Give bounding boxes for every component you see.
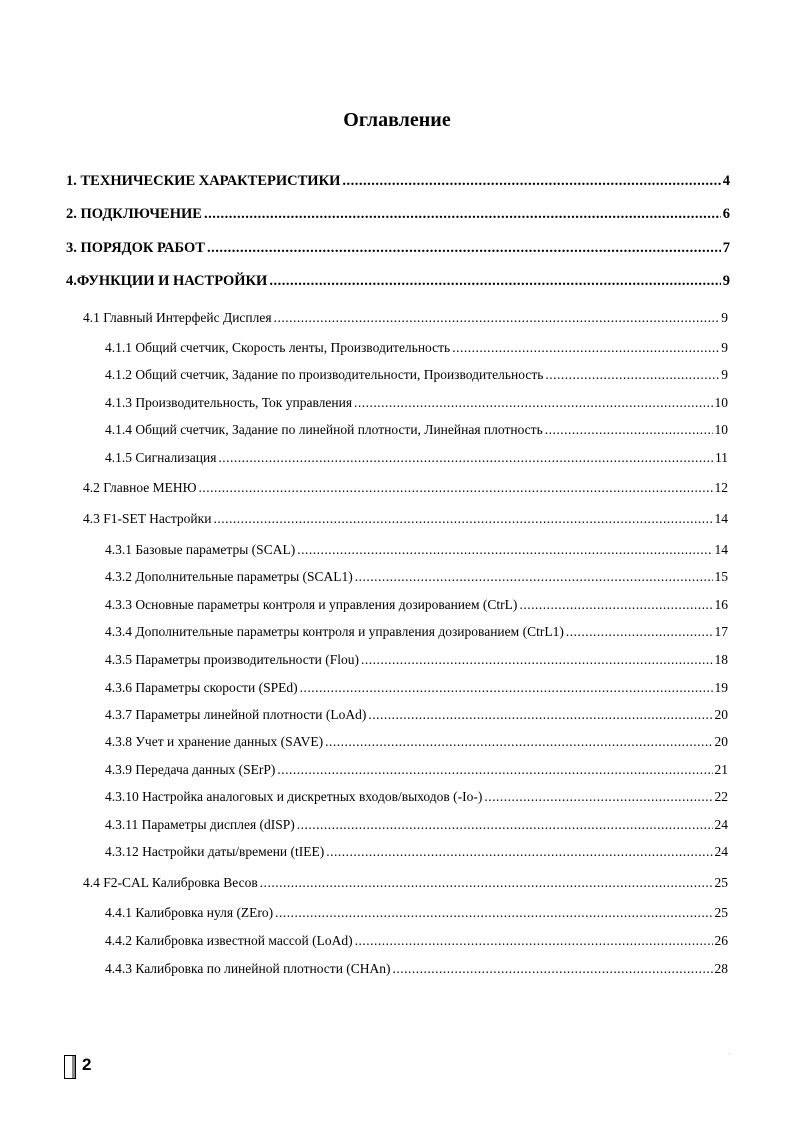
toc-entry-text: 4.3.11 Параметры дисплея (dISP) (105, 817, 295, 832)
toc-leader-dots (297, 817, 713, 833)
toc-leader-dots (269, 273, 720, 290)
toc-entry-page: 20 (714, 707, 728, 722)
toc-entry[interactable] (105, 707, 728, 723)
toc-entry-text: 4.3.5 Параметры производительности (Flou) (105, 652, 360, 667)
toc-leader-dots (545, 422, 713, 438)
toc-entry[interactable] (66, 240, 730, 257)
toc-entry[interactable] (66, 206, 730, 223)
toc-leader-dots (368, 707, 712, 723)
toc-entry-text: 4.3.12 Настройки даты/времени (tIEE) (105, 844, 325, 859)
toc-entry-page: 19 (714, 680, 728, 695)
toc-entry-text: 4.4.3 Калибровка по линейной плотности (CHAn) (105, 961, 391, 976)
toc-entry[interactable] (105, 905, 728, 921)
toc-entry[interactable] (105, 450, 728, 466)
page-title: Оглавление (343, 109, 451, 131)
toc-leader-dots (545, 367, 719, 383)
toc-entry-page: 16 (714, 597, 728, 612)
toc-leader-dots (325, 734, 712, 750)
toc-entry-page: 24 (714, 817, 728, 832)
toc-leader-dots (300, 680, 713, 696)
toc-entry-text: 4.3.10 Настройка аналоговых и дискретных входов/выходов (-Io-) (105, 789, 483, 804)
toc-entry-text: 4.4.1 Калибровка нуля (ZEro) (105, 905, 274, 920)
toc-entry-text: 4.3.2 Дополнительные параметры (SCAL1) (105, 569, 353, 584)
toc-leader-dots (519, 597, 712, 613)
toc-entry[interactable] (105, 395, 728, 411)
page-marker-icon (64, 1055, 76, 1079)
toc-leader-dots (204, 206, 721, 223)
toc-entry[interactable] (83, 480, 728, 496)
toc-entry-page: 17 (714, 624, 728, 639)
toc-entry-page: 21 (714, 762, 728, 777)
toc-entry[interactable] (66, 273, 730, 290)
toc-leader-dots (355, 933, 713, 949)
toc-entry[interactable] (83, 310, 728, 326)
toc-entry-page: 10 (714, 422, 728, 437)
toc-entry-page: 12 (714, 480, 728, 495)
toc-entry-text: 4.3.7 Параметры линейной плотности (LoAd) (105, 707, 367, 722)
toc-entry-page: 20 (714, 734, 728, 749)
toc-entry-page: 15 (714, 569, 728, 584)
toc-entry-page: 7 (722, 240, 730, 256)
toc-entry-page: 9 (721, 367, 728, 382)
toc-entry[interactable] (105, 762, 728, 778)
toc-entry[interactable] (83, 875, 728, 891)
toc-leader-dots (566, 624, 713, 640)
toc-entry[interactable] (105, 597, 728, 613)
toc-entry-page: 14 (714, 542, 728, 557)
page-number: 2 (82, 1055, 92, 1074)
toc-leader-dots (361, 652, 712, 668)
toc-entry-text: 4.1.2 Общий счетчик, Задание по производительности, Производительность (105, 367, 544, 382)
toc-entry-text: 4.2 Главное МЕНЮ (83, 480, 197, 495)
toc-leader-dots (213, 511, 712, 527)
toc-entry-page: 10 (714, 395, 728, 410)
toc-entry[interactable] (105, 961, 728, 977)
toc-entry-page: 25 (714, 875, 728, 890)
toc-entry-page: 9 (722, 273, 730, 289)
scan-speck (729, 1053, 730, 1054)
toc-entry-text: 4.3.6 Параметры скорости (SPEd) (105, 680, 298, 695)
toc-leader-dots (354, 395, 712, 411)
toc-entry-text: 1. ТЕХНИЧЕСКИЕ ХАРАКТЕРИСТИКИ (66, 173, 341, 189)
toc-entry-text: 4.4 F2-CAL Калибровка Весов (83, 875, 258, 890)
toc-leader-dots (355, 569, 713, 585)
toc-leader-dots (342, 173, 720, 190)
toc-entry[interactable] (105, 652, 728, 668)
toc-entry-text: 2. ПОДКЛЮЧЕНИЕ (66, 206, 202, 222)
toc-entry[interactable] (105, 933, 728, 949)
toc-entry[interactable] (105, 734, 728, 750)
toc-entry-text: 4.1 Главный Интерфейс Дисплея (83, 310, 272, 325)
toc-entry-page: 14 (714, 511, 728, 526)
toc-entry[interactable] (105, 817, 728, 833)
toc-entry[interactable] (83, 511, 728, 527)
toc-entry-text: 4.1.1 Общий счетчик, Скорость ленты, Производительность (105, 340, 451, 355)
toc-entry-page: 25 (714, 905, 728, 920)
toc-entry-page: 22 (714, 789, 728, 804)
toc-entry-text: 4.1.3 Производительность, Ток управления (105, 395, 353, 410)
toc-entry[interactable] (105, 680, 728, 696)
toc-entry-page: 18 (714, 652, 728, 667)
toc-entry-text: 4.1.4 Общий счетчик, Задание по линейной плотности, Линейная плотность (105, 422, 543, 437)
toc-leader-dots (207, 240, 721, 257)
toc-leader-dots (452, 340, 719, 356)
toc-entry-page: 9 (721, 310, 728, 325)
toc-entry-page: 4 (722, 173, 730, 189)
toc-entry-page: 6 (722, 206, 730, 222)
toc-leader-dots (260, 875, 713, 891)
toc-entry[interactable] (66, 173, 730, 190)
toc-entry[interactable] (105, 624, 728, 640)
toc-entry-page: 9 (721, 340, 728, 355)
toc-entry-page: 28 (714, 961, 728, 976)
toc-entry-page: 26 (714, 933, 728, 948)
toc-entry-text: 3. ПОРЯДОК РАБОТ (66, 240, 205, 256)
toc-leader-dots (484, 789, 712, 805)
toc-leader-dots (393, 961, 713, 977)
toc-entry-text: 4.3.4 Дополнительные параметры контроля и управления дозированием (CtrL1) (105, 624, 564, 639)
toc-entry-text: 4.3 F1-SET Настройки (83, 511, 212, 526)
toc-leader-dots (297, 542, 712, 558)
toc-leader-dots (274, 310, 720, 326)
toc-entry-text: 4.1.5 Сигнализация (105, 450, 217, 465)
toc-entry-page: 24 (714, 844, 728, 859)
toc-leader-dots (199, 480, 713, 496)
toc-entry-text: 4.3.9 Передача данных (SErP) (105, 762, 276, 777)
toc-entry[interactable] (105, 569, 728, 585)
toc-entry[interactable] (105, 422, 728, 438)
toc-entry-text: 4.3.8 Учет и хранение данных (SAVE) (105, 734, 324, 749)
toc-entry-text: 4.ФУНКЦИИ И НАСТРОЙКИ (66, 273, 268, 289)
toc-entry-page: 11 (715, 450, 728, 465)
toc-leader-dots (277, 762, 712, 778)
toc-leader-dots (218, 450, 713, 466)
toc-entry[interactable] (105, 542, 728, 558)
toc-leader-dots (275, 905, 712, 921)
toc-entry[interactable] (105, 340, 728, 356)
toc-entry-text: 4.3.3 Основные параметры контроля и управления дозированием (CtrL) (105, 597, 518, 612)
toc-entry[interactable] (105, 367, 728, 383)
toc-entry[interactable] (105, 844, 728, 860)
toc-entry-text: 4.3.1 Базовые параметры (SCAL) (105, 542, 296, 557)
toc-entry-text: 4.4.2 Калибровка известной массой (LoAd) (105, 933, 353, 948)
toc-leader-dots (326, 844, 712, 860)
toc-entry[interactable] (105, 789, 728, 805)
